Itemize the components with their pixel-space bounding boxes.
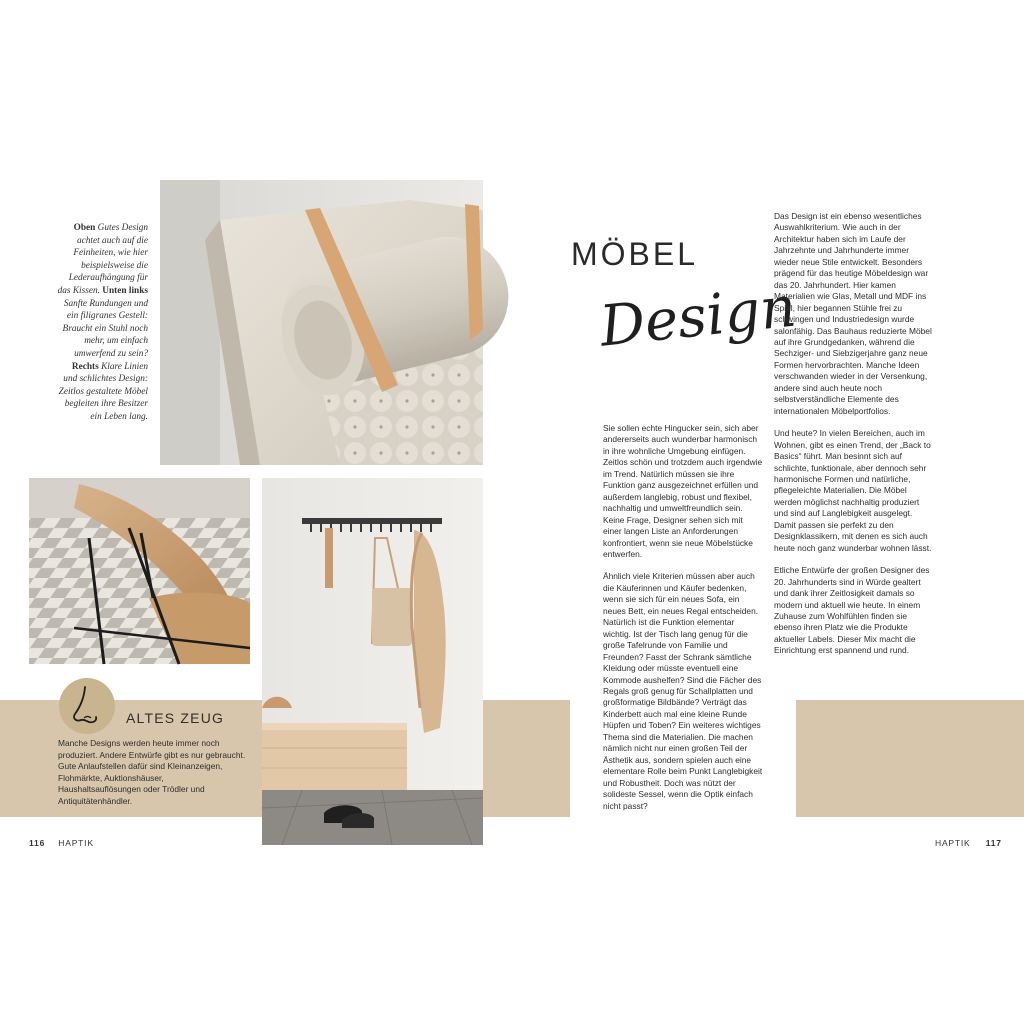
photo-hallway xyxy=(262,478,483,845)
nose-icon xyxy=(58,677,116,735)
beige-band-right xyxy=(796,700,1024,817)
column1-paragraph-1: Sie sollen echte Hingucker sein, sich aber andererseits auch wunderbar harmonisch in ihre wohnliche Umgebung einfügen. Zeitlos schön und trotzdem auch irgendwie im Trend. Natürlich müssen sie ihre Funktion ganz ausgezeichnet erfüllen und außerdem langlebig, robust und flexibel, nachhaltig und umweltfreundlich sein. Keine Frage, Designer sehen sich mit einer langen Liste an Anforderungen konfrontiert, wenn sie neue Möbelstücke entwerfen. xyxy=(603,423,763,559)
box-text: Manche Designs werden heute immer noch produziert. Andere Entwürfe gibt es nur gebraucht. Gute Anlaufstellen dafür sind Kleinanzeigen, Flohmärkte, Auktionshäuser, Haushaltsauflösungen oder Trödler und Antiquitätenhändler. xyxy=(58,738,246,806)
folio-left xyxy=(29,838,94,848)
section-left: HAPTIK xyxy=(58,838,94,848)
title-design-text: Design xyxy=(596,274,800,360)
section-right: HAPTIK xyxy=(935,838,971,848)
title-moebel: MÖBEL xyxy=(571,236,699,272)
caption-text-oben: Gutes Design achtet auch auf die Feinheiten, wie hier beispielsweise die Lederaufhängung für das Kissen. xyxy=(57,223,148,296)
box-title: ALTES ZEUG xyxy=(126,710,225,726)
body-column-1 xyxy=(603,423,763,823)
cushion-illustration xyxy=(160,180,483,465)
column2-paragraph-2: Und heute? In vielen Bereichen, auch im Wohnen, gibt es einen Trend, der „Back to Basics“ führt. Man besinnt sich auf schlichte, funktionale, aber dennoch sehr harmonische Formen und natürliche, pflegeleichte Materialien. Die Möbel werden möglichst nachhaltig produziert und sind auf Langlebigkeit ausgelegt. Damit passen sie perfekt zu den Designklassikern, mit denen es sich auch heute noch ganz wunderbar wohnen lässt. xyxy=(774,428,932,553)
title-design-script xyxy=(595,265,800,395)
body-column-2 xyxy=(774,211,934,668)
hallway-illustration xyxy=(262,478,483,845)
caption-label-unten: Unten links xyxy=(102,285,148,296)
caption-text-unten: Sanfte Rundungen und ein filigranes Gestell: Braucht ein Stuhl noch mehr, um einfach umwerfend zu sein? xyxy=(62,298,148,359)
folio-right xyxy=(935,838,1002,848)
caption-label-oben: Oben xyxy=(73,223,96,233)
chair-illustration xyxy=(29,478,250,664)
caption-label-rechts: Rechts xyxy=(71,361,99,372)
page-number-right: 117 xyxy=(985,838,1002,848)
photo-chair xyxy=(29,478,250,664)
column2-paragraph-1: Das Design ist ein ebenso wesentliches Auswahlkriterium. Wie auch in der Architektur haben sich im Laufe der Jahrzehnte und Jahrhunderte immer wieder neue Stile entwickelt. Besonders prägend für das heutige Möbeldesign war das 20. Jahrhundert. Hier kamen Materialien wie Glas, Metall und MDF ins Spiel, hier begannen Stühle frei zu schwingen und Industriedesign wurde salonfähig. Das Bauhaus reduzierte Möbel auf ihre Grundgedanken, während die Sechziger- und Siebzigerjahre ganz neue Formen hervorbrachten. Manche Ideen verschwanden wieder in der Versenkung, andere sind auch heute noch selbstverständliche Elemente des internationalen Möbelportfolios. xyxy=(774,211,932,416)
column1-paragraph-2: Ähnlich viele Kriterien müssen aber auch die Käuferinnen und Käufer bedenken, wenn sie sich für ein neues Sofa, ein neues Bett, ein neues Regal entscheiden. Natürlich ist die Funktion elementar wichtig. Ist der Tisch lang genug für die große Tafelrunde von Familie und Freunden? Fasst der Schrank sämtliche Kleidung oder müsste eventuell eine Kommode aushelfen? Sind die Fächer des Regals groß genug für Schallplatten und großformatige Bildbände? Verträgt das Kinderbett auch mal eine kleine Runde Hüpfen und Toben? Ein weiteres wichtiges Thema sind die Materialien. Die machen nämlich nicht nur einen großen Teil der Ästhetik aus, sondern spielen auch eine elementare Rolle beim Punkt Langlebigkeit und Robustheit. Doch was nützt der solideste Sessel, wenn die Optik einfach nicht passt? xyxy=(603,571,763,811)
column2-paragraph-3: Etliche Entwürfe der großen Designer des 20. Jahrhunderts sind in Würde gealtert und dank ihrer Zeitlosigkeit damals so modern und aktuell wie heute. In einem Zuhause zum Wohlfühlen finden sie ebenso ihren Platz wie die Produkte aktueller Labels. Dieser Mix macht die Einrichtung erst spannend und rund. xyxy=(774,565,930,656)
photo-caption xyxy=(56,222,148,424)
page-number-left: 116 xyxy=(29,838,46,848)
photo-cushion xyxy=(160,180,483,465)
caption-text-rechts: Klare Linien und schlichtes Design: Zeitlos gestaltete Möbel begleiten ihre Besitzer ein Leben lang. xyxy=(58,361,148,422)
